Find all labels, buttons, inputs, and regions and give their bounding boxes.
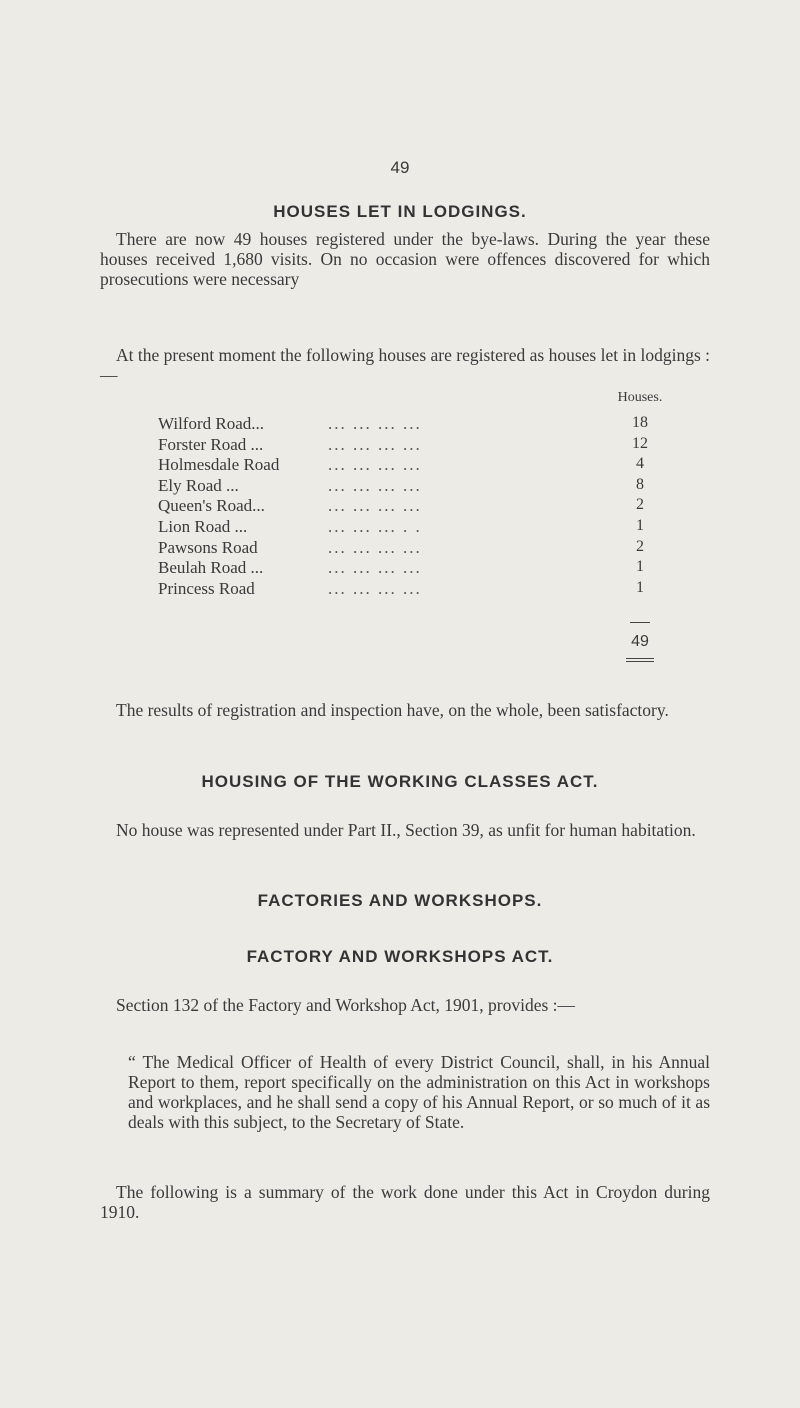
paragraph-section-132: Section 132 of the Factory and Workshop Act, 1901, provides :—: [116, 995, 576, 1015]
table-row: [158, 558, 668, 578]
leader-dots: ... ... ... ...: [328, 434, 422, 454]
heading-housing-working-classes-act: HOUSING OF THE WORKING CLASSES ACT.: [201, 772, 599, 791]
leader-dots: ... ... ... ...: [328, 455, 422, 475]
table-row: [158, 435, 668, 455]
total-double-rule-bottom: [626, 661, 654, 662]
leader-dots: ... ... ... ...: [328, 414, 422, 433]
paragraph-no-house-represented: No house was represented under Part II., Section 39, as unfit for human habitation.: [116, 820, 696, 840]
house-count: 1: [636, 578, 644, 596]
table-row: [158, 476, 668, 496]
leader-dots: ... ... ... ...: [328, 578, 422, 598]
house-count: 18: [632, 414, 648, 431]
table-header-houses: Houses.: [617, 390, 663, 405]
house-count: 1: [636, 558, 644, 576]
road-name: Forster Road ...: [158, 434, 264, 454]
table-row: [158, 517, 668, 537]
table-row: [158, 455, 668, 475]
paragraph-results: The results of registration and inspection have, on the whole, been satisfactory.: [116, 700, 669, 720]
leader-dots: ... ... ... ...: [328, 537, 422, 557]
leader-dots: ... ... ... ...: [328, 558, 422, 578]
house-count: 4: [636, 455, 644, 473]
road-name: Queen's Road...: [158, 496, 265, 516]
road-name: Pawsons Road: [158, 537, 258, 557]
road-name: Lion Road ...: [158, 517, 248, 536]
house-count: 12: [632, 434, 648, 452]
road-name: Holmesdale Road: [158, 455, 280, 475]
road-name: Beulah Road ...: [158, 558, 264, 578]
leader-dots: ... ... ... ...: [328, 496, 422, 516]
page-number: 49: [390, 158, 410, 177]
total-double-rule-top: [626, 658, 654, 659]
road-name: Princess Road: [158, 578, 255, 598]
road-name: Ely Road ...: [158, 475, 239, 495]
heading-factory-and-workshops-act: FACTORY AND WORKSHOPS ACT.: [246, 947, 554, 966]
paragraph-present-moment: At the present moment the following houses are registered as houses let in lodgings :—: [100, 345, 710, 385]
table-row: [158, 538, 668, 558]
sum-rule: [630, 622, 650, 623]
house-count: 2: [636, 537, 644, 555]
heading-houses-let-in-lodgings: HOUSES LET IN LODGINGS.: [273, 202, 527, 221]
table-row: [158, 414, 668, 434]
road-name: Wilford Road...: [158, 414, 265, 433]
house-count: 1: [636, 517, 644, 534]
heading-factories-and-workshops: FACTORIES AND WORKSHOPS.: [257, 891, 543, 910]
quotation-medical-officer: “ The Medical Officer of Health of every District Council, shall, in his Annual Report to them, report specifically on the administration on this Act in workshops and workplaces, and he shall send a copy of his Annual Report, or so much of it as deals with this subject, to the Secretary of State.: [128, 1052, 710, 1132]
table-row: [158, 579, 668, 599]
paragraph-registered-houses: There are now 49 houses registered under the bye-laws. During the year these houses received 1,680 visits. On no occasion were offences discovered for which prosecutions were necessary: [100, 229, 710, 289]
total-houses: 49: [631, 633, 649, 650]
table-row: [158, 496, 668, 516]
leader-dots: ... ... ... . .: [328, 517, 422, 536]
house-count: 2: [636, 496, 644, 514]
paragraph-summary: The following is a summary of the work done under this Act in Croydon during 1910.: [100, 1182, 710, 1222]
house-count: 8: [636, 475, 644, 493]
leader-dots: ... ... ... ...: [328, 475, 422, 495]
